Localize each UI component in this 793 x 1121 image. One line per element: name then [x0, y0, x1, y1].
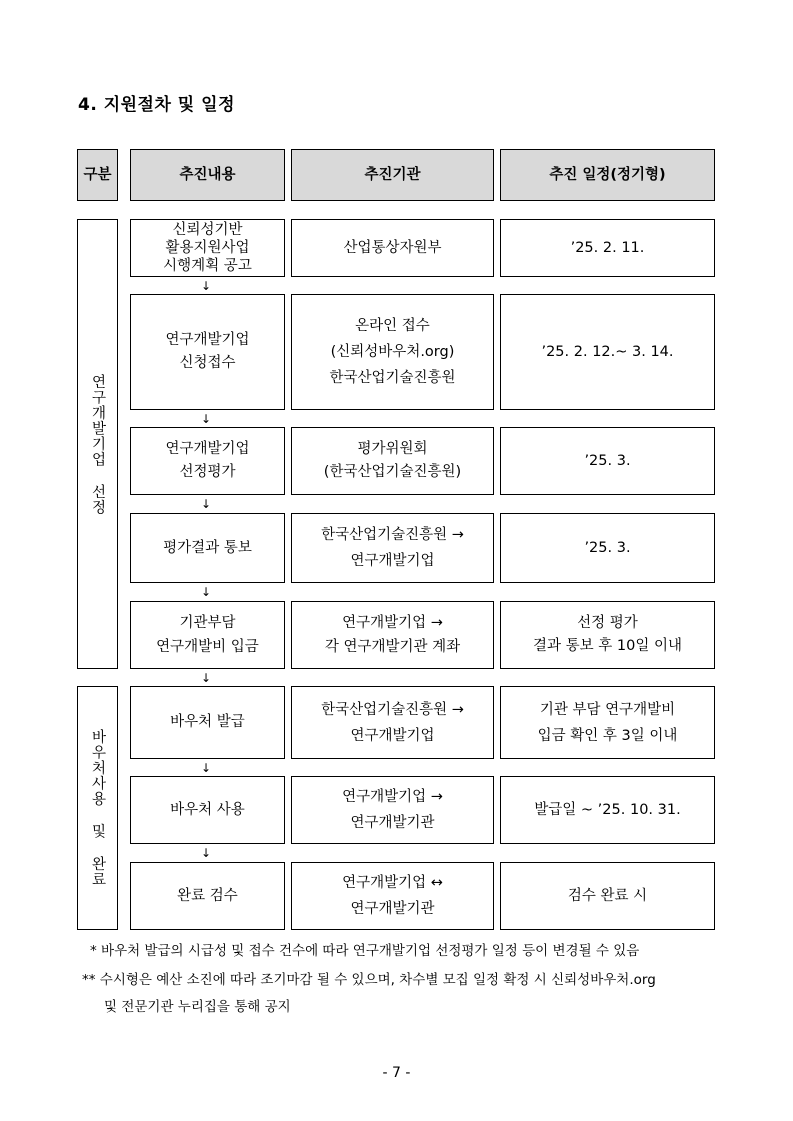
- flow-arrow: ↓: [200, 497, 212, 511]
- flow-arrow: ↓: [200, 846, 212, 860]
- row-agency: 연구개발기업 ↔ 연구개발기관: [291, 862, 494, 930]
- header-content: 추진내용: [130, 149, 285, 201]
- row-agency: 온라인 접수 (신뢰성바우처.org) 한국산업기술진흥원: [291, 294, 494, 410]
- group-voucher-label: 바우처사용 및 완료: [89, 729, 106, 887]
- header-schedule: 추진 일정(정기형): [500, 149, 715, 201]
- page-number: - 7 -: [382, 1065, 411, 1081]
- row-agency: 한국산업기술진흥원 → 연구개발기업: [291, 513, 494, 583]
- row-schedule: 선정 평가 결과 통보 후 10일 이내: [500, 601, 715, 669]
- row-schedule: ’25. 3.: [500, 427, 715, 495]
- row-agency: 산업통상자원부: [291, 219, 494, 277]
- row-agency: 연구개발기업 → 각 연구개발기관 계좌: [291, 601, 494, 669]
- header-agency: 추진기관: [291, 149, 494, 201]
- row-content: 바우처 발급: [130, 686, 285, 759]
- group-selection-box: [77, 219, 118, 669]
- row-content: 신뢰성기반 활용지원사업 시행계획 공고: [130, 219, 285, 277]
- flow-arrow: ↓: [200, 279, 212, 293]
- flow-arrow: ↓: [200, 412, 212, 426]
- row-agency: 연구개발기업 → 연구개발기관: [291, 776, 494, 844]
- row-content: 연구개발기업 선정평가: [130, 427, 285, 495]
- header-category: 구분: [77, 149, 118, 201]
- footnote-2: ** 수시형은 예산 소진에 따라 조기마감 될 수 있으며, 차수별 모집 일정 확정 시 신뢰성바우처.org: [82, 972, 656, 988]
- row-content: 평가결과 통보: [130, 513, 285, 583]
- flow-arrow: ↓: [200, 585, 212, 599]
- footnote-1: * 바우처 발급의 시급성 및 접수 건수에 따라 연구개발기업 선정평가 일정 등이 변경될 수 있음: [90, 943, 640, 959]
- flow-arrow: ↓: [200, 671, 212, 685]
- section-title: 4. 지원절차 및 일정: [78, 95, 235, 115]
- group-voucher-box: [77, 686, 118, 930]
- row-content: 바우처 사용: [130, 776, 285, 844]
- row-content: 완료 검수: [130, 862, 285, 930]
- row-schedule: ’25. 2. 11.: [500, 219, 715, 277]
- row-content: 연구개발기업 신청접수: [130, 294, 285, 410]
- flow-arrow: ↓: [200, 761, 212, 775]
- row-schedule: ’25. 2. 12.~ 3. 14.: [500, 294, 715, 410]
- row-content: 기관부담 연구개발비 입금: [130, 601, 285, 669]
- row-agency: 평가위원회 (한국산업기술진흥원): [291, 427, 494, 495]
- row-schedule: ’25. 3.: [500, 513, 715, 583]
- row-schedule: 기관 부담 연구개발비 입금 확인 후 3일 이내: [500, 686, 715, 759]
- footnote-2-continued: 및 전문기관 누리집을 통해 공지: [104, 999, 291, 1015]
- group-selection-label: 연구개발기업 선정: [89, 373, 106, 515]
- row-schedule: 검수 완료 시: [500, 862, 715, 930]
- row-agency: 한국산업기술진흥원 → 연구개발기업: [291, 686, 494, 759]
- row-schedule: 발급일 ~ ’25. 10. 31.: [500, 776, 715, 844]
